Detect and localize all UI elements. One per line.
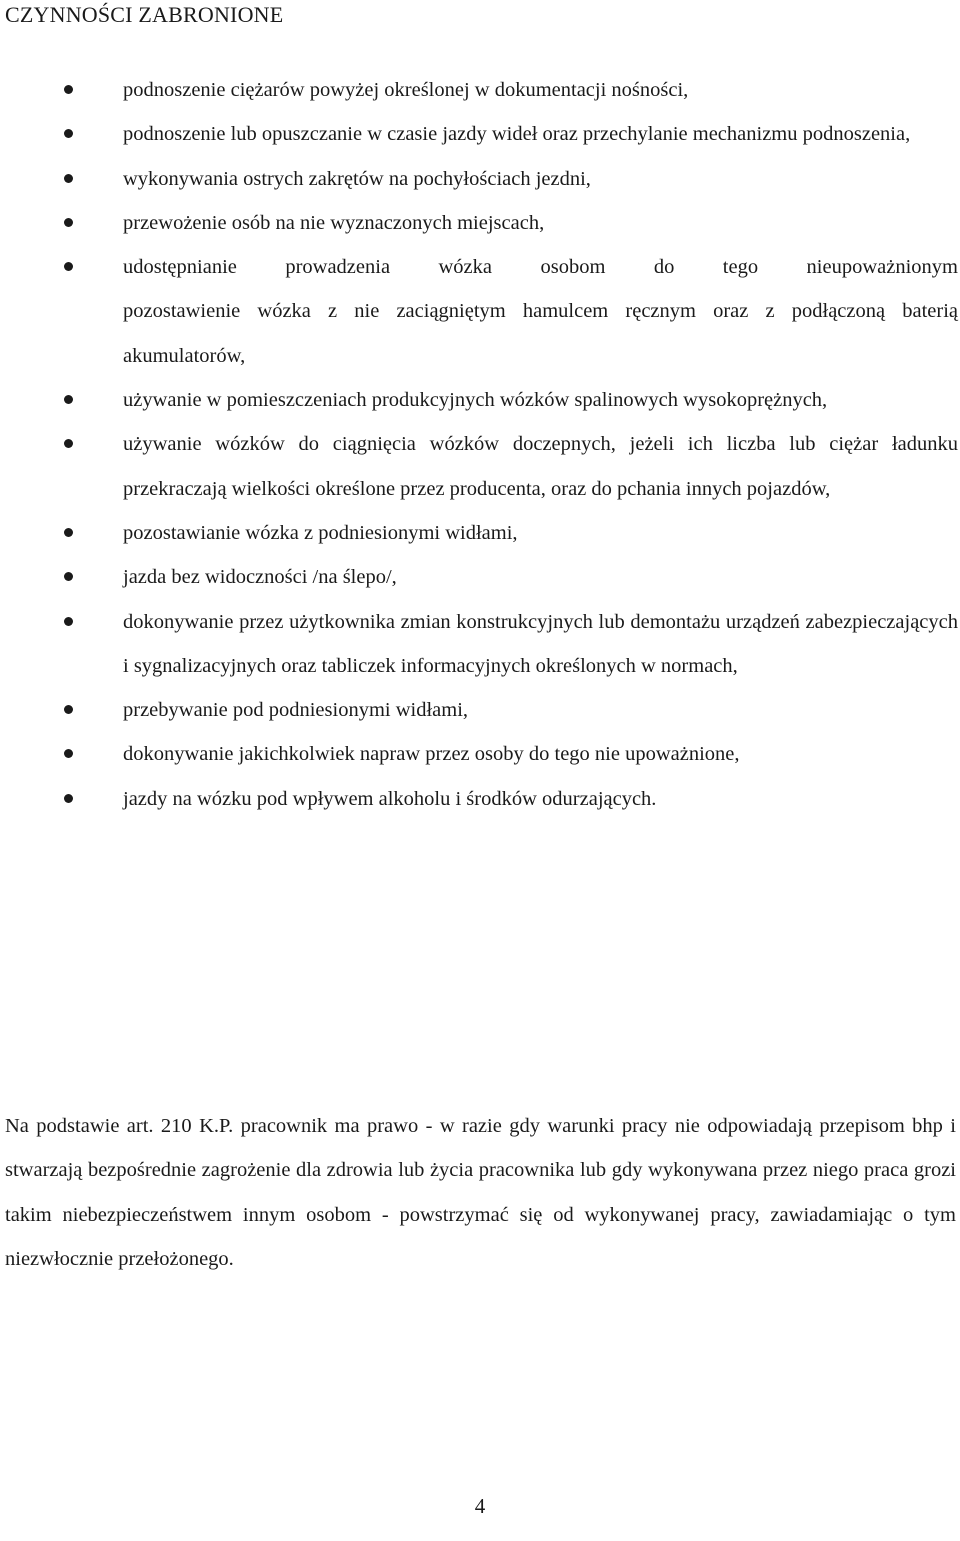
list-item-text: jazda bez widoczności /na ślepo/, — [123, 566, 397, 589]
bullet-icon — [64, 528, 73, 537]
bullet-icon — [64, 439, 73, 448]
bullet-icon — [64, 749, 73, 758]
list-item-text: używanie wózków do ciągnięcia wózków doczepnych, jeżeli ich liczba lub ciężar ładunku przekraczają wielkości określone przez producenta, oraz do pchania innych pojazdów, — [123, 433, 958, 500]
list-item — [123, 555, 958, 599]
bullet-icon — [64, 395, 73, 404]
list-item-text: dokonywanie jakichkolwiek napraw przez osoby do tego nie upoważnione, — [123, 743, 740, 766]
bullet-icon — [64, 572, 73, 581]
list-item — [123, 511, 958, 555]
list-item — [123, 112, 958, 156]
list-item-text: używanie w pomieszczeniach produkcyjnych wózków spalinowych wysokoprężnych, — [123, 389, 828, 412]
list-item — [123, 732, 958, 776]
list-item-text: przebywanie pod podniesionymi widłami, — [123, 699, 469, 722]
list-item — [123, 688, 958, 732]
list-item — [123, 422, 958, 511]
list-item-text: przewożenie osób na nie wyznaczonych miejscach, — [123, 211, 545, 234]
list-item-text: udostępnianie prowadzenia wózka osobom do tego nieupoważnionym — [123, 256, 958, 279]
list-item — [123, 600, 958, 689]
bullet-icon — [64, 218, 73, 227]
legal-paragraph: Na podstawie art. 210 K.P. pracownik ma prawo - w razie gdy warunki pracy nie odpowiadają przepisom bhp i stwarzają bezpośrednie zagrożenie dla zdrowia lub życia pracownika lub gdy wykonywana przez niego praca grozi takim niebezpieczeństwem innym osobom - powstrzymać się od wykonywanej pracy, zawiadamiając o tym niezwłocznie przełożonego. — [5, 1115, 956, 1270]
bullet-icon — [64, 794, 73, 803]
list-item — [123, 245, 958, 289]
list-item-text: podnoszenie ciężarów powyżej określonej w dokumentacji nośności, — [123, 79, 689, 101]
bullet-icon — [64, 174, 73, 183]
prohibited-actions-list — [0, 68, 960, 821]
bullet-icon — [64, 705, 73, 714]
bullet-icon — [64, 262, 73, 271]
list-item — [123, 378, 958, 422]
list-item-text: pozostawianie wózka z podniesionymi widłami, — [123, 521, 518, 544]
bullet-icon — [64, 617, 73, 626]
list-item — [123, 157, 958, 201]
list-item — [123, 289, 958, 378]
list-item-text: dokonywanie przez użytkownika zmian konstrukcyjnych lub demontażu urządzeń zabezpieczających i sygnalizacyjnych oraz tabliczek informacyjnych określonych w normach, — [123, 610, 958, 677]
list-item — [123, 777, 958, 821]
list-item-text: pozostawienie wózka z nie zaciągniętym hamulcem ręcznym oraz z podłączoną baterią akumulatorów, — [123, 300, 958, 367]
list-item-text: wykonywania ostrych zakrętów na pochyłościach jezdni, — [123, 167, 591, 190]
bullet-icon — [64, 129, 73, 138]
section-title: CZYNNOŚCI ZABRONIONE — [5, 2, 284, 27]
page-number: 4 — [474, 1494, 486, 1518]
bullet-icon — [64, 85, 73, 94]
list-item — [123, 68, 958, 112]
list-item — [123, 201, 958, 245]
list-item-text: podnoszenie lub opuszczanie w czasie jazdy wideł oraz przechylanie mechanizmu podnoszenia, — [123, 123, 911, 146]
list-item-text: jazdy na wózku pod wpływem alkoholu i środków odurzających. — [123, 787, 657, 810]
